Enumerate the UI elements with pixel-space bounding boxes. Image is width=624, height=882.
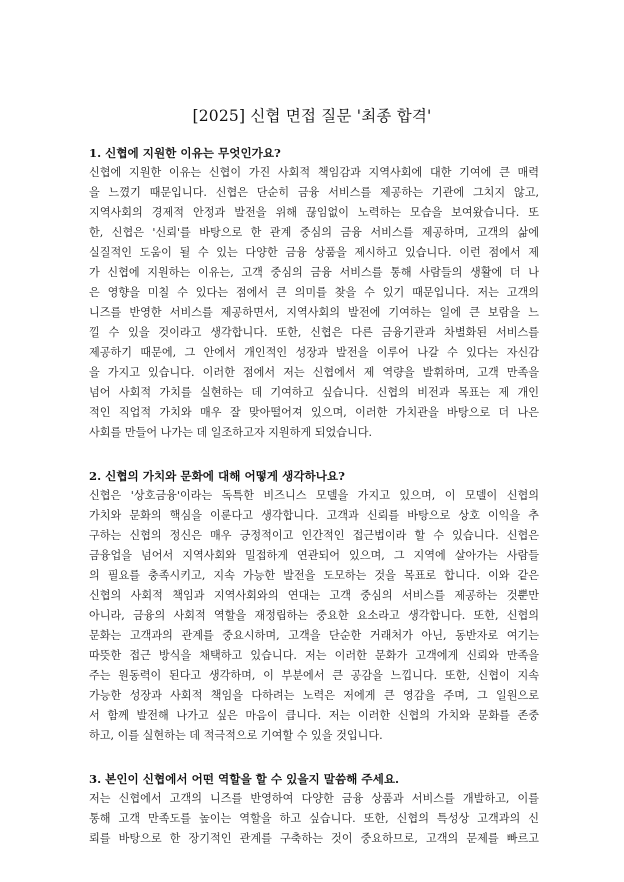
answer-line: 을 가지고 있습니다. 이러한 점에서 저는 신협에서 제 역량을 발휘하며, 고객 만족을: [89, 366, 539, 379]
answer-line: 제공하기 때문에, 그 안에서 개인적인 성장과 발전을 이루어 나갈 수 있다는 자신감: [89, 346, 539, 359]
answer-line: 의 필요를 충족시키고, 지속 가능한 발전을 도모하는 것을 목표로 합니다. 이와 같은: [89, 569, 539, 582]
document-body: [89, 143, 539, 872]
answer-line: 넘어 사회적 가치를 실현하는 데 기여하고 싶습니다. 신협의 비전과 목표는 제 개인: [89, 386, 539, 399]
answer-line: 신협의 사회적 책임과 지역사회와의 연대는 고객 중심의 서비스를 제공하는 것뿐만: [89, 589, 539, 602]
answer-line: 저는 신협에서 고객의 니즈를 반영하여 다양한 금융 상품과 서비스를 개발하고, 이를: [89, 792, 539, 805]
answer-line: 통해 고객 만족도를 높이는 역할을 하고 싶습니다. 또한, 신협의 특성상 고객과의 신: [89, 812, 539, 825]
answer-line: 아니라, 금융의 사회적 역할을 재정립하는 중요한 요소라고 생각합니다. 또한, 신협의: [89, 609, 539, 622]
answer-line: 하고, 이를 실현하는 데 적극적으로 기여할 수 있을 것입니다.: [89, 729, 383, 742]
answer-line: 니즈를 반영한 서비스를 제공하면서, 지역사회의 발전에 기여하는 일에 큰 보람을 느: [89, 306, 539, 319]
question-section-3: [89, 769, 539, 849]
answer-line: 문화는 고객과의 관계를 중요시하며, 고객을 단순한 거래처가 아닌, 동반자로 여기는: [89, 629, 539, 642]
answer-line: 한, 신협은 '신뢰'를 바탕으로 한 관계 중심의 금융 서비스를 제공하며, 고객의 삶에: [89, 226, 539, 239]
question-section-1: [89, 143, 539, 443]
answer-line: 은 영향을 미칠 수 있다는 점에서 큰 의미를 찾을 수 있기 때문입니다. 저는 고객의: [89, 286, 539, 299]
answer-line: 실질적인 도움이 될 수 있는 다양한 금융 상품을 제시하고 있습니다. 이런 점에서 제: [89, 246, 539, 259]
question-section-2: [89, 466, 539, 746]
answer-line: 가능한 성장과 사회적 책임을 다하려는 노력은 저에게 큰 영감을 주며, 그 일원으로: [89, 689, 539, 702]
answer-line: 금융업을 넘어서 지역사회와 밀접하게 연관되어 있으며, 그 지역에 살아가는 사람들: [89, 549, 539, 562]
question-heading: 3. 본인이 신협에서 어떤 역할을 할 수 있을지 말씀해 주세요.: [89, 772, 400, 786]
document-title: [2025] 신협 면접 질문 '최종 합격': [192, 107, 432, 125]
answer-line: 낄 수 있을 것이라고 생각합니다. 또한, 신협은 다른 금융기관과 차별화된 서비스를: [89, 326, 539, 339]
question-heading: 1. 신협에 지원한 이유는 무엇인가요?: [89, 146, 281, 160]
answer-line: 적인 직업적 가치와 매우 잘 맞아떨어져 있으며, 이러한 가치관을 바탕으로 더 나은: [89, 406, 539, 419]
answer-line: 뢰를 바탕으로 한 장기적인 관계를 구축하는 것이 중요하므로, 고객의 문제를 빠르고: [89, 832, 539, 845]
answer-line: 가 신협에 지원하는 이유는, 고객 중심의 금융 서비스를 통해 사람들의 생활에 더 나: [89, 266, 539, 279]
answer-line: 사회를 만들어 나가는 데 일조하고자 지원하게 되었습니다.: [89, 426, 373, 439]
answer-line: 신협은 '상호금융'이라는 독특한 비즈니스 모델을 가지고 있으며, 이 모델이 신협의: [89, 489, 539, 502]
answer-line: 신협에 지원한 이유는 신협이 가진 사회적 책임감과 지역사회에 대한 기여에 큰 매력: [89, 166, 539, 179]
answer-line: 가치와 문화의 핵심을 이룬다고 생각합니다. 고객과 신뢰를 바탕으로 상호 이익을 추: [89, 509, 539, 522]
question-heading: 2. 신협의 가치와 문화에 대해 어떻게 생각하나요?: [89, 469, 345, 483]
answer-line: 따뜻한 접근 방식을 채택하고 있습니다. 저는 이러한 문화가 고객에게 신뢰와 만족을: [89, 649, 539, 662]
answer-line: 주는 원동력이 된다고 생각하며, 이 부분에서 큰 공감을 느낍니다. 또한, 신협이 지속: [89, 669, 539, 682]
answer-line: 구하는 신협의 정신은 매우 긍정적이고 인간적인 접근법이라 할 수 있습니다. 신협은: [89, 529, 539, 542]
answer-line: 을 느꼈기 때문입니다. 신협은 단순히 금융 서비스를 제공하는 기관에 그치지 않고,: [89, 186, 539, 199]
answer-line: 지역사회의 경제적 안정과 발전을 위해 끊임없이 노력하는 모습을 보여왔습니다. 또: [89, 206, 539, 219]
answer-line: 서 함께 발전해 나가고 싶은 마음이 큽니다. 저는 이러한 신협의 가치와 문화를 존중: [89, 709, 539, 722]
